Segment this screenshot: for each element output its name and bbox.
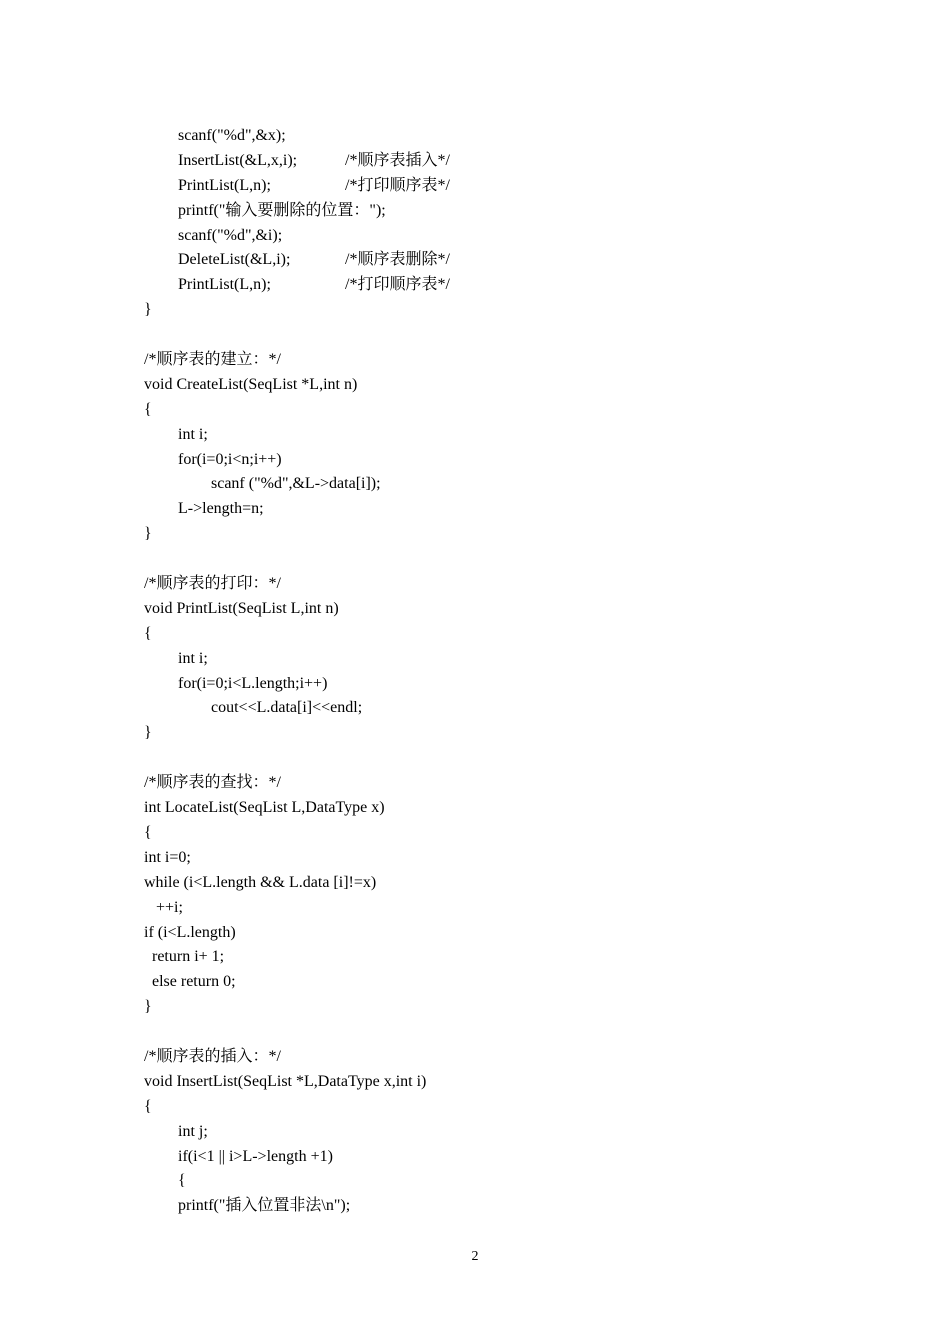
code-line	[144, 224, 844, 249]
code-line	[144, 248, 844, 273]
code-comment: /*打印顺序表*/	[345, 276, 450, 294]
code-line	[144, 846, 844, 871]
code-comment: /*打印顺序表*/	[345, 176, 450, 194]
code-line	[144, 298, 844, 323]
code-text: scanf("%d",&i);	[178, 226, 283, 244]
code-text: InsertList(&L,x,i);	[178, 151, 298, 169]
code-text: printf("输入要删除的位置：");	[178, 201, 386, 219]
code-comment: /*顺序表插入*/	[345, 151, 450, 169]
code-text: }	[144, 724, 152, 742]
code-text: int j;	[178, 1122, 208, 1140]
code-line	[144, 423, 844, 448]
code-text: for(i=0;i<n;i++)	[178, 450, 282, 468]
code-text: /*顺序表的查找：*/	[144, 774, 281, 792]
code-text: int LocateList(SeqList L,DataType x)	[144, 799, 385, 817]
section-comment	[144, 771, 844, 796]
code-line	[144, 871, 844, 896]
code-text: return i+ 1;	[152, 948, 225, 966]
code-listing	[144, 124, 844, 1219]
code-line	[144, 1145, 844, 1170]
page-number: 2	[471, 1249, 479, 1264]
code-line	[144, 896, 844, 921]
code-line	[144, 721, 844, 746]
code-text: scanf("%d",&x);	[178, 127, 286, 144]
code-text: /*顺序表的建立：*/	[144, 351, 281, 369]
code-text: /*顺序表的插入：*/	[144, 1047, 281, 1065]
code-text: int i=0;	[144, 848, 191, 866]
code-line	[144, 995, 844, 1020]
code-line	[144, 1095, 844, 1120]
code-line	[144, 696, 844, 721]
code-text: else return 0;	[152, 973, 236, 991]
blank-line	[144, 746, 844, 771]
code-line	[144, 821, 844, 846]
section-comment	[144, 572, 844, 597]
function-signature	[144, 597, 844, 622]
code-text: PrintList(L,n);	[178, 276, 271, 294]
code-line	[144, 970, 844, 995]
code-text: cout<<L.data[i]<<endl;	[211, 699, 363, 717]
code-line	[144, 945, 844, 970]
code-text: DeleteList(&L,i);	[178, 251, 291, 269]
code-text: }	[144, 525, 152, 543]
code-text: void InsertList(SeqList *L,DataType x,int i)	[144, 1072, 427, 1090]
code-text: }	[144, 998, 152, 1016]
code-text: if (i<L.length)	[144, 923, 236, 941]
code-text: PrintList(L,n);	[178, 176, 271, 194]
code-line	[144, 448, 844, 473]
code-text: {	[144, 823, 152, 841]
code-text: printf("插入位置非法\n");	[178, 1197, 351, 1215]
code-text: scanf ("%d",&L->data[i]);	[211, 475, 381, 493]
code-line	[144, 472, 844, 497]
code-text: {	[144, 624, 152, 642]
code-text: if(i<1 || i>L->length +1)	[178, 1147, 333, 1165]
code-text: for(i=0;i<L.length;i++)	[178, 674, 328, 692]
section-comment	[144, 348, 844, 373]
function-signature	[144, 373, 844, 398]
code-line	[144, 273, 844, 298]
code-line	[144, 672, 844, 697]
code-text: {	[178, 1172, 186, 1190]
section-comment	[144, 1045, 844, 1070]
code-line	[144, 921, 844, 946]
code-line	[144, 398, 844, 423]
code-text: int i;	[178, 425, 208, 443]
function-signature	[144, 796, 844, 821]
code-line	[144, 124, 844, 149]
code-text: L->length=n;	[178, 500, 264, 518]
code-comment: /*顺序表删除*/	[345, 251, 450, 269]
code-text: }	[144, 301, 152, 319]
code-line	[144, 174, 844, 199]
code-text: {	[144, 1097, 152, 1115]
blank-line	[144, 323, 844, 348]
code-text: void PrintList(SeqList L,int n)	[144, 599, 339, 617]
code-line	[144, 522, 844, 547]
code-line	[144, 647, 844, 672]
blank-line	[144, 1020, 844, 1045]
code-line	[144, 497, 844, 522]
code-text: int i;	[178, 649, 208, 667]
code-text: ++i;	[156, 898, 183, 916]
code-line	[144, 149, 844, 174]
code-line	[144, 622, 844, 647]
code-line	[144, 1169, 844, 1194]
code-text: {	[144, 400, 152, 418]
code-text: /*顺序表的打印：*/	[144, 575, 281, 593]
function-signature	[144, 1070, 844, 1095]
code-line	[144, 1194, 844, 1219]
code-line	[144, 1120, 844, 1145]
code-line	[144, 199, 844, 224]
code-text: while (i<L.length && L.data [i]!=x)	[144, 873, 377, 891]
blank-line	[144, 547, 844, 572]
code-text: void CreateList(SeqList *L,int n)	[144, 375, 358, 393]
